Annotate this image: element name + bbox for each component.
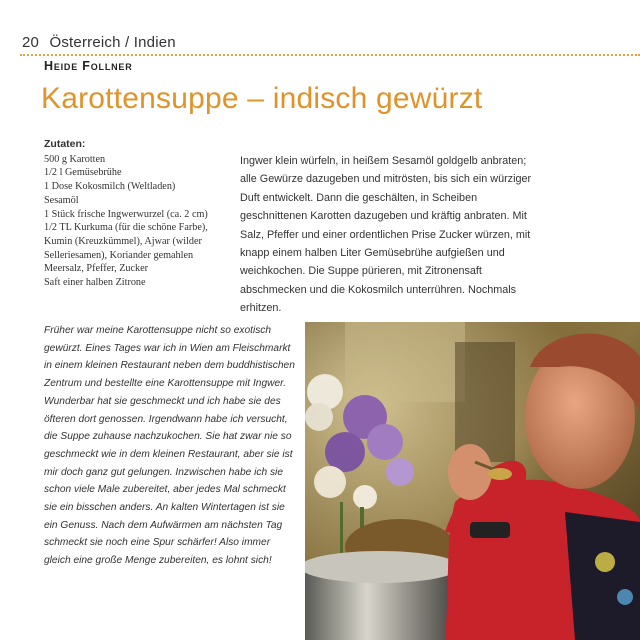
header-divider [20, 54, 640, 56]
ingredient-item: Meersalz, Pfeffer, Zucker [44, 263, 149, 275]
ingredient-item: Saft einer halben Zitrone [44, 277, 146, 289]
ingredient-item: Sesamöl [44, 194, 79, 206]
ingredients-list [44, 153, 234, 290]
ingredient-item: Selleriesamen), Koriander gemahlen [44, 249, 194, 261]
cooking-photo [305, 322, 640, 640]
recipe-title: Karottensuppe – indisch gewürzt [41, 82, 483, 115]
story-text: Früher war meine Karottensuppe nicht so exotisch gewürzt. Eines Tages war ich in Wien am Fleischmarkt in einem kleinen Restaurant neben dem buddhistischen Zentrum und bestellte eine Karottensuppe mit Ingwer. Wunderbar hat sie geschmeckt und ich habe sie des öfteren dort genossen. Irgendwann habe ich versucht, die Suppe zuhause nachzukochen. Sie hat zwar nie so geschmeckt wie in dem kleinen Restaurant, aber sie ist mir doch ganz gut gelungen. Inzwischen habe ich sie schon viele Male zubereitet, aber jedes Mal schmeckt sie ein bisschen anders. An kalten Wintertagen ist sie ein Genuss. Nach dem Aufwärmen am nächsten Tag schmeckt sie noch eine Spur schärfer! Also immer gleich eine große Menge zubereiten, es lohnt sich! [44, 325, 295, 567]
ingredients-block [44, 138, 234, 290]
page-header [22, 34, 176, 51]
ingredient-item: 1/2 l Gemüsebrühe [44, 167, 122, 179]
preparation-text: Ingwer klein würfeln, in heißem Sesamöl goldgelb anbraten; alle Gewürze dazugeben und mitrösten, bis sich ein würziger Duft entwickelt. Dann die geschälten, in Scheiben geschnittenen Karotten dazugeben und kräftig anbraten. Mit Salz, Pfeffer und einer ordentlichen Prise Zucker würzen, mit knapp einem halben Liter Gemüsebrühe aufgießen und weichkochen. Die Suppe pürieren, mit Zitronensaft abschmecken und die Kokosmilch unterrühren. Nochmals erhitzen. [240, 155, 532, 315]
ingredient-item: 1/2 TL Kurkuma (für die schöne Farbe), [44, 222, 208, 234]
ingredients-heading: Zutaten: [44, 138, 86, 150]
ingredient-item: 500 g Karotten [44, 153, 106, 165]
ingredient-item: 1 Dose Kokosmilch (Weltladen) [44, 181, 176, 193]
ingredient-item: Kumin (Kreuzkümmel), Ajwar (wilder [44, 235, 202, 247]
page-number: 20 [22, 34, 40, 51]
section-title: Österreich / Indien [49, 34, 176, 51]
ingredient-item: 1 Stück frische Ingwerwurzel (ca. 2 cm) [44, 208, 208, 220]
recipe-author: Heide Follner [44, 59, 133, 73]
